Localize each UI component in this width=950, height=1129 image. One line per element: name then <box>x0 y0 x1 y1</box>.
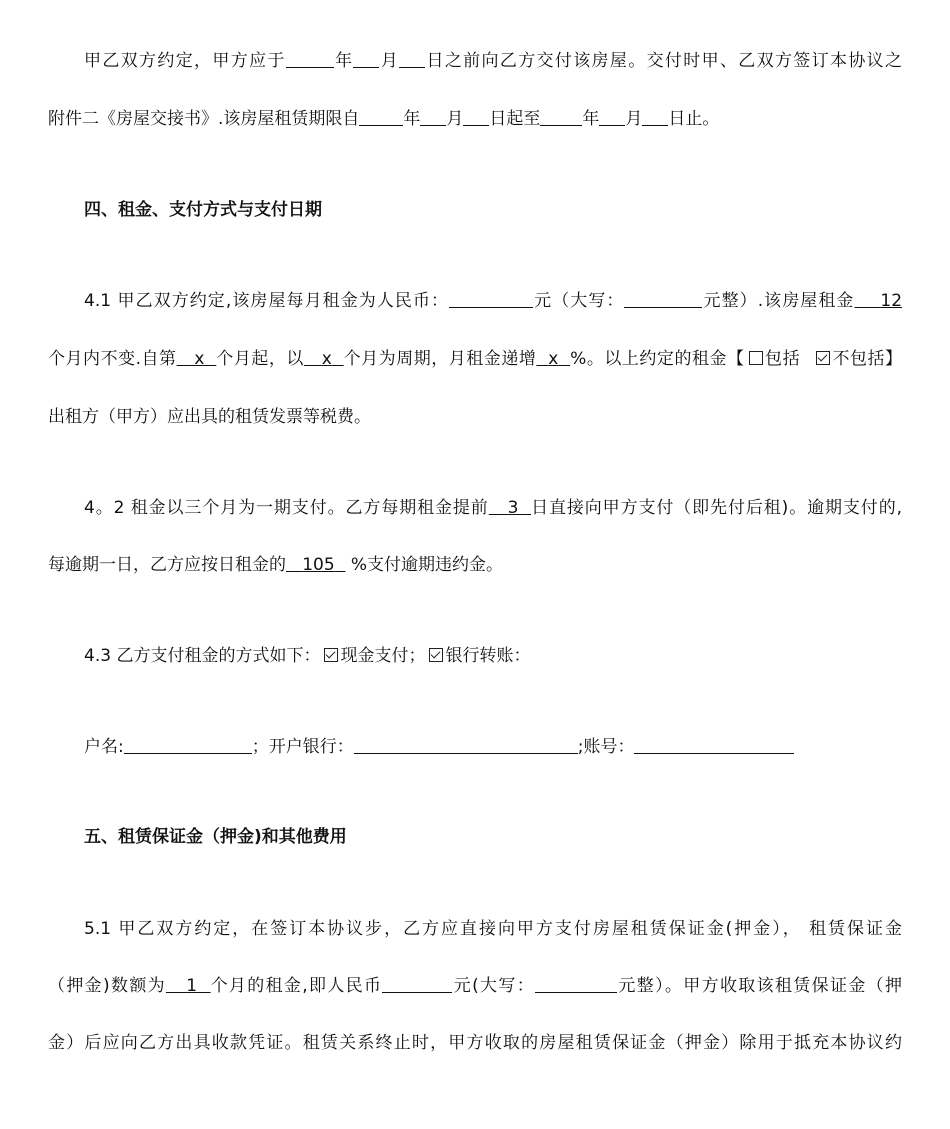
blank-deposit-amount <box>382 976 452 993</box>
clause-4-1-line-1 <box>84 290 902 312</box>
account-name-label: 户名: <box>84 737 124 757</box>
blank-year <box>286 51 334 68</box>
checkbox-cash[interactable] <box>324 648 338 662</box>
account-number-field[interactable] <box>634 737 794 754</box>
clause-4-3 <box>84 645 902 667</box>
clause-4-1-line-2 <box>48 348 902 370</box>
account-name-field[interactable] <box>124 737 252 754</box>
text: 个月的租金,即人民币 <box>210 976 383 996</box>
text: 4.3 乙方支付租金的方式如下： <box>84 646 321 666</box>
blank-year <box>359 109 403 126</box>
text: %。以上约定的租金【 <box>570 349 745 369</box>
clause-5-1-line-1: 5.1 甲乙双方约定，在签订本协议步，乙方应直接向甲方支付房屋租赁保证金(押金）， 租赁保证金 <box>84 919 902 939</box>
blank-rent-words <box>624 291 702 308</box>
text: 月 <box>625 109 643 129</box>
section-4-heading: 四、租金、支付方式与支付日期 <box>84 200 322 220</box>
paragraph-delivery-line-2 <box>48 108 902 130</box>
increase-percent-value: x <box>548 349 559 369</box>
blank-month <box>353 51 379 68</box>
checkbox-bank-transfer[interactable] <box>429 648 443 662</box>
clause-5-1-line-2 <box>48 975 902 997</box>
text: 月 <box>379 51 400 71</box>
cycle-months-value: x <box>321 349 332 369</box>
checkbox-exclude[interactable] <box>816 351 830 365</box>
blank-day <box>399 51 425 68</box>
penalty-percent-value: 105 <box>302 555 335 575</box>
text: 年 <box>333 51 354 71</box>
text: 日止。 <box>668 109 720 129</box>
blank-year <box>540 109 582 126</box>
blank-deposit-words <box>535 976 617 993</box>
blank-day <box>642 109 668 126</box>
account-info-line <box>84 736 902 758</box>
clause-4-1-line-3: 出租方（甲方）应出具的租赁发票等税费。 <box>48 407 371 427</box>
text: 个月起，以 <box>216 349 304 369</box>
text: 不包括】 <box>831 349 903 369</box>
text: （押金)数额为 <box>48 976 167 996</box>
rent-fixed-months: 12 <box>880 291 903 311</box>
bank-label: ；开户银行： <box>251 737 354 757</box>
text: 4。2 租金以三个月为一期支付。乙方每期租金提前 <box>84 498 489 518</box>
deposit-months-value: 1 <box>186 976 198 996</box>
blank-month <box>420 109 446 126</box>
advance-days-value: 3 <box>507 498 519 518</box>
text: 年 <box>582 109 600 129</box>
text: 包括 <box>764 349 801 369</box>
blank-rent-amount <box>449 291 533 308</box>
start-month-value: x <box>194 349 205 369</box>
text: 甲乙双方约定，甲方应于 <box>84 51 286 71</box>
text: 元整）。甲方收取该租赁保证金（押 <box>617 976 902 996</box>
text: 4.1 甲乙双方约定,该房屋每月租金为人民币： <box>84 291 450 311</box>
text: 日起至 <box>489 109 541 129</box>
paragraph-delivery-line-1 <box>84 50 902 72</box>
text: 元整）.该房屋租金 <box>702 291 855 311</box>
text: %支付逾期违约金。 <box>350 555 504 575</box>
account-number-label: ;账号： <box>577 737 635 757</box>
clause-5-1-line-3: 金）后应向乙方出具收款凭证。租赁关系终止时，甲方收取的房屋租赁保证金（押金）除用于抵充本协议约 <box>48 1033 902 1053</box>
text: 附件二《房屋交接书》.该房屋租赁期限自 <box>48 109 360 129</box>
text: 个月为周期，月租金递增 <box>343 349 537 369</box>
blank-month <box>599 109 625 126</box>
text: 日之前向乙方交付该房屋。交付时甲、乙双方签订本协议之 <box>425 51 903 71</box>
text: 银行转账： <box>445 646 531 666</box>
text: 月 <box>446 109 464 129</box>
text: 个月内不变.自第 <box>48 349 177 369</box>
bank-name-field[interactable] <box>354 737 578 754</box>
text: 现金支付； <box>340 646 426 666</box>
text: 年 <box>403 109 421 129</box>
text: 元(大写： <box>452 976 536 996</box>
blank-day <box>463 109 489 126</box>
text: 每逾期一日，乙方应按日租金的 <box>48 555 286 575</box>
text: 日直接向甲方支付（即先付后租)。逾期支付的, <box>531 498 902 518</box>
section-5-heading: 五、租赁保证金（押金)和其他费用 <box>84 827 347 847</box>
clause-4-2-line-1 <box>84 497 902 519</box>
clause-4-2-line-2 <box>48 554 902 576</box>
checkbox-include[interactable] <box>749 351 763 365</box>
text: 元（大写： <box>533 291 625 311</box>
